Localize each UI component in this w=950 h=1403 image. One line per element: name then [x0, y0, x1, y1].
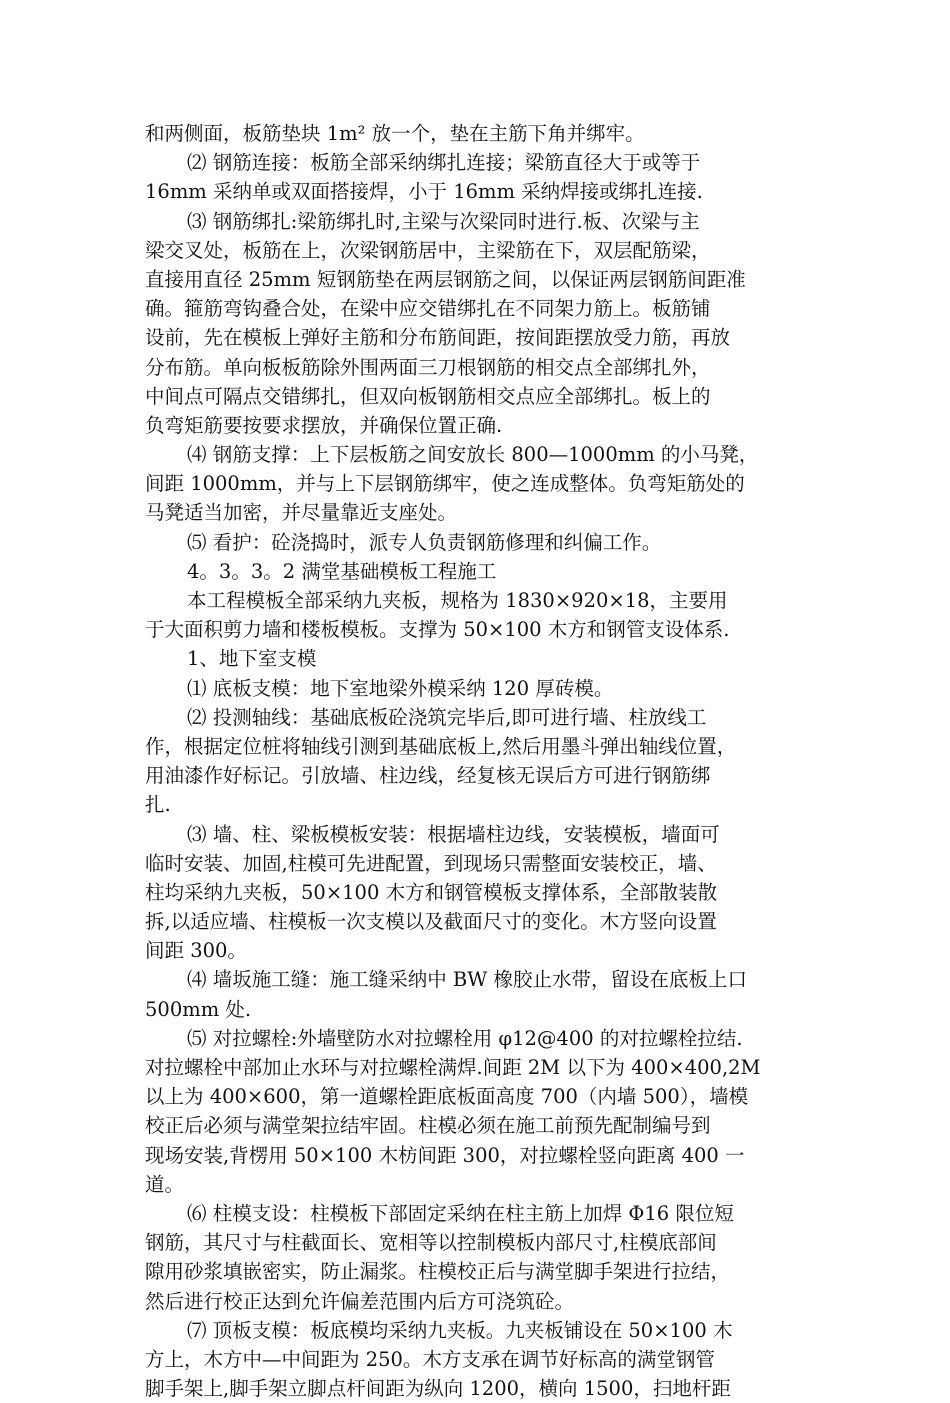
- text-line: 校正后必须与满堂架拉结牢固。柱模必须在施工前预先配制编号到: [145, 1114, 711, 1138]
- text-line: 500mm 处.: [145, 997, 252, 1021]
- text-line: ⑵ 钢筋连接：板筋全部采纳绑扎连接；梁筋直径大于或等于: [187, 151, 701, 175]
- text-line: 拆,以适应墙、柱模板一次支模以及截面尺寸的变化。木方竖向设置: [145, 910, 717, 934]
- text-line: 隙用砂浆填嵌密实，防止漏浆。柱模校正后与满堂脚手架进行拉结，: [145, 1260, 731, 1284]
- text-line: 对拉螺栓中部加止水环与对拉螺栓满焊.间距 2M 以下为 400×400,2M: [145, 1056, 761, 1079]
- text-line: 梁交叉处，板筋在上，次梁钢筋居中，主梁筋在下，双层配筋梁，: [145, 238, 711, 262]
- text-line: ⑶ 钢筋绑扎:梁筋绑扎时,主梁与次梁同时进行.板、次梁与主: [187, 209, 700, 233]
- text-line: 本工程模板全部采纳九夹板，规格为 1830×920×18，主要用: [187, 589, 728, 612]
- text-line: ⑶ 墙、柱、梁板模板安装：根据墙柱边线，安装模板，墙面可: [187, 822, 720, 846]
- text-line: 于大面积剪力墙和楼板模板。支撑为 50×100 木方和钢管支设体系.: [145, 618, 730, 642]
- text-line: 现场安装,背楞用 50×100 木枋间距 300，对拉螺栓竖向距离 400 一: [145, 1143, 745, 1167]
- text-line: ⑴ 底板支模：地下室地梁外模采纳 120 厚砖模。: [187, 676, 614, 700]
- text-line: ⑵ 投测轴线：基础底板砼浇筑完毕后,即可进行墙、柱放线工: [187, 705, 707, 729]
- text-line: 分布筋。单向板板筋除外围两面三刀根钢筋的相交点全部绑扎外，: [145, 355, 711, 379]
- text-line: 用油漆作好标记。引放墙、柱边线，经复核无误后方可进行钢筋绑: [145, 764, 711, 788]
- text-line: 钢筋，其尺寸与柱截面长、宽相等以控制模板内部尺寸,柱模底部间: [145, 1231, 717, 1255]
- text-line: ⑹ 柱模支设：柱模板下部固定采纳在柱主筋上加焊 Φ16 限位短: [187, 1201, 734, 1225]
- text-line: 然后进行校正达到允许偏差范围内后方可浇筑砼。: [145, 1289, 575, 1313]
- text-line: 16mm 采纳单或双面搭接焊，小于 16mm 采纳焊接或绑扎连接.: [145, 180, 703, 204]
- document-body: [145, 119, 809, 1403]
- text-line: 柱均采纳九夹板，50×100 木方和钢管模板支撑体系，全部散装散: [145, 880, 718, 904]
- text-line: ⑸ 看护：砼浇捣时，派专人负责钢筋修理和纠偏工作。: [187, 530, 662, 554]
- text-line: 扎.: [145, 793, 171, 817]
- text-line: 确。箍筋弯钩叠合处，在梁中应交错绑扎在不同架力筋上。板筋铺: [145, 297, 711, 321]
- text-line: ⑷ 墙坂施工缝：施工缝采纳中 BW 橡胶止水带，留设在底板上口: [187, 968, 747, 992]
- text-line: ⑷ 钢筋支撑：上下层板筋之间安放长 800—1000mm 的小马凳，: [187, 443, 759, 467]
- text-line: 直接用直径 25mm 短钢筋垫在两层钢筋之间，以保证两层钢筋间距准: [145, 267, 746, 291]
- text-line: 间距 300。: [145, 939, 247, 963]
- text-line: 作，根据定位桩将轴线引测到基础底板上,然后用墨斗弹出轴线位置，: [145, 734, 737, 758]
- text-line: 中间点可隔点交错绑扎，但双向板钢筋相交点应全部绑扎。板上的: [145, 384, 711, 408]
- text-line: 临时安装、加固,柱模可先进配置，到现场只需整面安装校正，墙、: [145, 851, 717, 875]
- text-line: 马凳适当加密，并尽量靠近支座处。: [145, 501, 458, 525]
- text-line: 道。: [145, 1172, 185, 1196]
- text-line: ⑺ 顶板支模：板底模均采纳九夹板。九夹板铺设在 50×100 木: [187, 1318, 733, 1342]
- text-line: ⑸ 对拉螺栓:外墙壁防水对拉螺栓用 φ12@400 的对拉螺栓拉结.: [187, 1026, 743, 1050]
- text-line: 1、地下室支模: [187, 647, 317, 671]
- text-line: 和两侧面，板筋垫块 1m² 放一个，垫在主筋下角并绑牢。: [145, 122, 645, 145]
- text-line: 方上，木方中—中间距为 250。木方支承在调节好标高的满堂钢管: [145, 1347, 715, 1371]
- text-line: 设前，先在模板上弹好主筋和分布筋间距，按间距摆放受力筋，再放: [145, 326, 731, 350]
- text-line: 4。3。3。2 满堂基础模板工程施工: [187, 559, 497, 583]
- text-line: 以上为 400×600，第一道螺栓距底板面高度 700（内墙 500），墙模: [145, 1085, 749, 1109]
- text-line: 脚手架上,脚手架立脚点杆间距为纵向 1200，横向 1500，扫地杆距: [145, 1377, 731, 1401]
- text-line: 负弯矩筋要按要求摆放，并确保位置正确.: [145, 413, 503, 437]
- text-line: 间距 1000mm，并与上下层钢筋绑牢，使之连成整体。负弯矩筋处的: [145, 472, 745, 496]
